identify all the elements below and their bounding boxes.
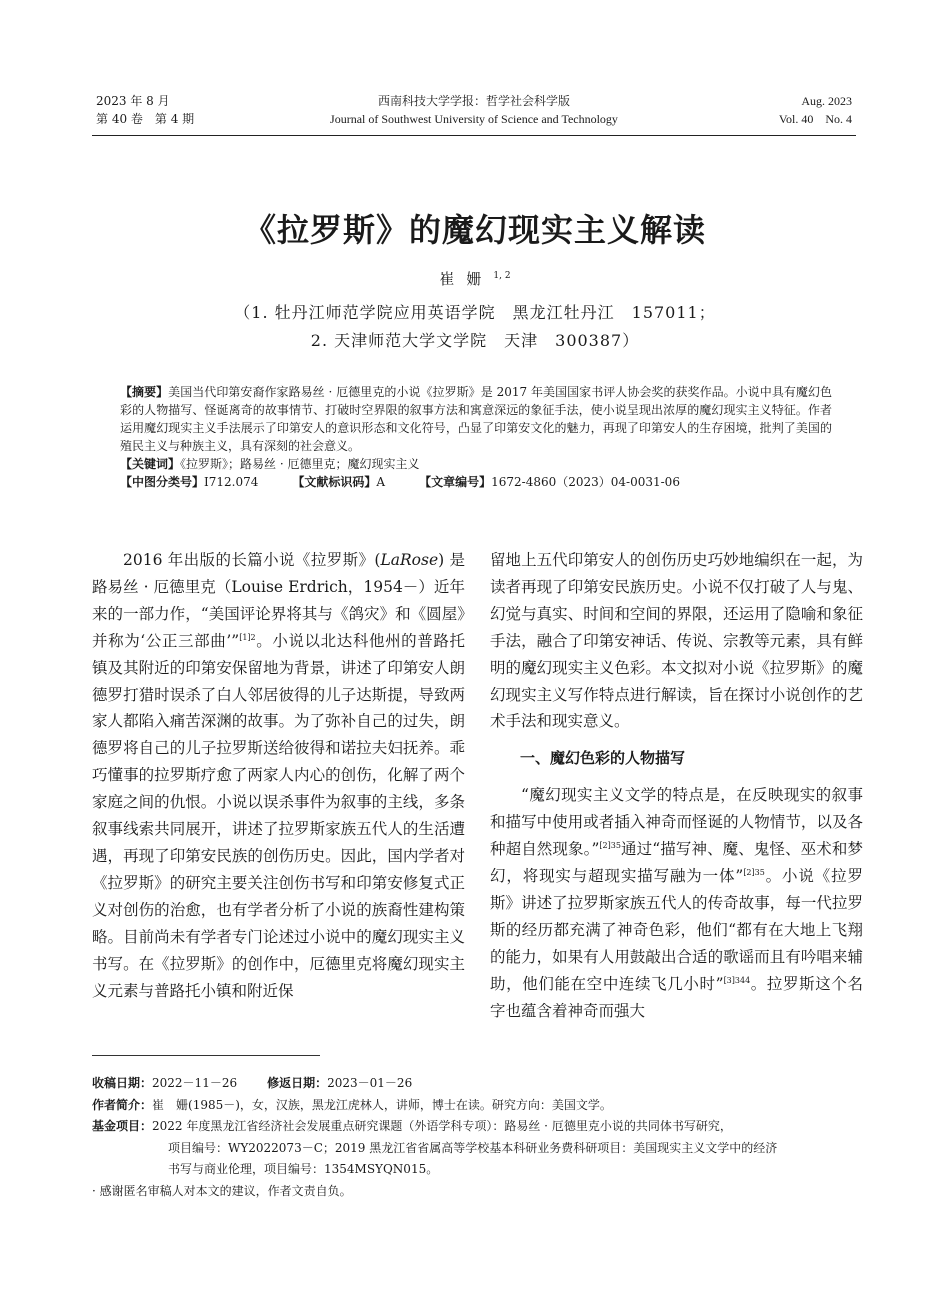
fund-line-2: 项目编号：WY2022073－C；2019 黑龙江省省属高等学校基本科研业务费科研项目：美国现实主义文学中的经济 <box>168 1140 778 1155</box>
classification-line <box>120 473 832 491</box>
header-center <box>96 92 852 128</box>
clc-group <box>120 473 258 491</box>
author-bio <box>92 1095 862 1117</box>
body-column-left <box>92 547 465 1004</box>
keywords <box>120 455 832 473</box>
affiliation-2: 2. 天津师范大学文学院 天津 300387） <box>310 331 640 350</box>
affiliation-1: （1. 牡丹江师范学院应用英语学院 黑龙江牡丹江 157011； <box>234 303 716 322</box>
keywords-label: 【关键词】 <box>120 457 181 471</box>
fund-label: 基金项目： <box>92 1119 153 1133</box>
text-run: 通过“描写神、魔、鬼怪、巫术和梦幻，将现实与超现实描写融为一体” <box>490 840 863 885</box>
fund-line-1 <box>92 1116 862 1138</box>
author-bio-text: 崔 姗(1985－)，女，汉族，黑龙江虎林人，讲师，博士在读。研究方向：美国文学。 <box>152 1097 612 1112</box>
author-affiliation-marks: 1, 2 <box>493 271 511 281</box>
article-id-value: 1672-4860（2023）04-0031-06 <box>491 475 680 489</box>
doc-code-value: A <box>376 475 386 489</box>
article-title: 《拉罗斯》的魔幻现实主义解读 <box>243 211 706 249</box>
clc-label: 【中图分类号】 <box>120 475 205 489</box>
body-paragraph: 留地上五代印第安人的创伤历史巧妙地编织在一起，为读者再现了印第安民族历史。小说不仅打破了人与鬼、幻觉与真实、时间和空间的界限，还运用了隐喻和象征手法，融合了印第安神话、传说、宗教等元素，具有鲜明的魔幻现实主义色彩。本文拟对小说《拉罗斯》的魔幻现实主义写作特点进行解读，旨在探讨小说创作的艺术手法和现实意义。 <box>490 551 863 731</box>
received-label: 收稿日期： <box>92 1076 153 1090</box>
title-italic: LaRose <box>380 551 439 569</box>
revised-date: 2023－01－26 <box>327 1076 413 1090</box>
text-run: 。小说《拉罗斯》讲述了拉罗斯家族五代人的传奇故事，每一代拉罗斯的经历都充满了神奇色彩，他们“都有在大地上飞翔的能力，如果有人用鼓敲出合适的歌谣而且有吟唱来辅助，他们能在空中连续飞几小时” <box>490 866 863 993</box>
clc-value: I712.074 <box>204 475 259 489</box>
abstract <box>120 383 832 455</box>
journal-name-en: Journal of Southwest University of Science and Technology <box>330 112 618 126</box>
citation-ref: [1]2 <box>239 632 256 642</box>
author-bio-label: 作者简介： <box>92 1097 153 1112</box>
abstract-text: 美国当代印第安裔作家路易丝 · 厄德里克的小说《拉罗斯》是 2017 年美国国家书评人协会奖的获奖作品。小说中具有魔幻色彩的人物描写、怪诞离奇的故事情节、打破时空界限的叙事方法和寓意深远的象征手法，使小说呈现出浓厚的魔幻现实主义特征。作者运用魔幻现实主义手法展示了印第安人的意识形态和文化符号，凸显了印第安文化的魅力，再现了印第安人的生存困境，批判了美国的殖民主义与种族主义，具有深刻的社会意义。 <box>120 385 832 453</box>
abstract-block <box>120 383 832 491</box>
body-paragraph <box>490 782 863 1024</box>
body-paragraph <box>92 547 465 1004</box>
text-run: 2016 年出版的长篇小说《拉罗斯》( <box>123 551 381 569</box>
header-volume-en: Vol. 40 No. 4 <box>778 112 852 126</box>
text-run: “魔幻现实主义文学的特点是，在反映现实的叙事和描写中使用或者插入神奇而怪诞的人物情节，以及各种超自然现象。” <box>490 786 863 859</box>
citation-ref: [2]35 <box>599 841 621 851</box>
text-run: ) 是路易丝 · 厄德里克（Louise Erdrich，1954－）近年来的一部力作，“美国评论界将其与《鸽灾》和《圆屋》并称为‘公正三部曲’” <box>92 551 465 650</box>
keywords-text: 《拉罗斯》；路易丝 · 厄德里克；魔幻现实主义 <box>180 457 420 471</box>
text-run: 。拉罗斯这个名字也蕴含着神奇而强大 <box>490 974 863 1020</box>
body-column-right <box>490 547 863 1024</box>
revised-label: 修返日期： <box>267 1076 328 1090</box>
header-right <box>779 92 852 128</box>
citation-ref: [3]344 <box>723 975 751 985</box>
citation-ref: [2]35 <box>743 867 765 877</box>
header-volume-cn: 第 40 卷 第 4 期 <box>96 112 195 126</box>
journal-name-cn: 西南科技大学学报：哲学社会科学版 <box>377 94 570 108</box>
fund-text-1: 2022 年度黑龙江省经济社会发展重点研究课题（外语学科专项）：路易丝 · 厄德里克小说的共同体书写研究， <box>152 1119 732 1133</box>
footnotes <box>92 1073 862 1202</box>
author-name: 崔姗 <box>439 270 494 288</box>
doc-code-label: 【文献标识码】 <box>292 475 377 489</box>
header-date-cn: 2023 年 8 月 <box>96 94 170 108</box>
article-id-label: 【文章编号】 <box>419 475 492 489</box>
acknowledgement: · 感谢匿名审稿人对本文的建议，作者文责自负。 <box>92 1183 352 1198</box>
header-divider <box>92 135 856 136</box>
footnote-divider <box>92 1055 320 1056</box>
author-line <box>0 268 950 289</box>
doc-code-group <box>292 473 385 491</box>
header-date-en: Aug. 2023 <box>801 94 852 108</box>
text-run: 。小说以北达科他州的普路托镇及其附近的印第安保留地为背景，讲述了印第安人朗德罗打猎时误杀了白人邻居彼得的儿子达斯提，导致两家人都陷入痛苦深渊的故事。为了弥补自己的过失，朗德罗将自己的儿子拉罗斯送给彼得和诺拉夫妇抚养。乖巧懂事的拉罗斯疗愈了两家人内心的创伤，化解了两个家庭之间的仇恨。小说以误杀事件为叙事的主线，多条叙事线索共同展开，讲述了拉罗斯家族五代人的生活遭遇，再现了印第安民族的创伤历史。因此，国内学者对《拉罗斯》的研究主要关注创伤书写和印第安修复式正义对创伤的治愈，也有学者分析了小说的族裔性建构策略。目前尚未有学者专门论述过小说中的魔幻现实主义书写。在《拉罗斯》的创作中，厄德里克将魔幻现实主义元素与普路托小镇和附近保 <box>92 631 465 1000</box>
abstract-label: 【摘要】 <box>120 385 169 399</box>
running-header <box>96 92 852 132</box>
section-heading: 一、魔幻色彩的人物描写 <box>520 749 686 768</box>
fund-line-3: 书写与商业伦理，项目编号：1354MSYQN015。 <box>168 1162 439 1176</box>
article-id-group <box>419 473 680 491</box>
dates-line <box>92 1073 862 1095</box>
received-date: 2022－11－26 <box>152 1076 238 1090</box>
